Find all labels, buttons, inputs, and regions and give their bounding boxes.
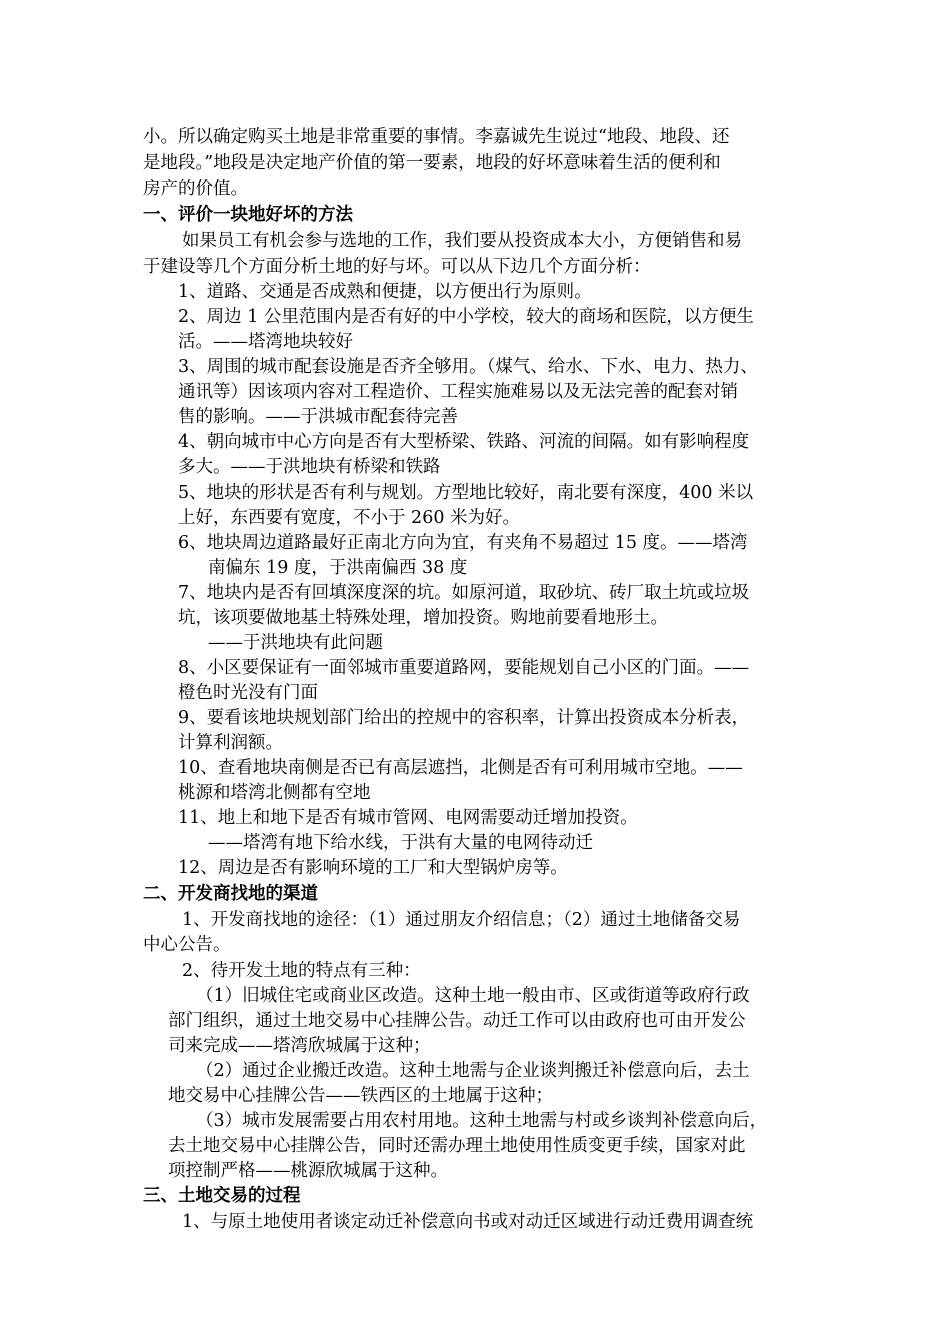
list-item-line: 12、周边是否有影响环境的工厂和大型锅炉房等。 [178,858,568,878]
intro-line-2: 是地段。”地段是决定地产价值的第一要素，地段的好坏意味着生活的便利和 [143,153,721,173]
paragraph-line: 地交易中心挂牌公告——铁西区的土地属于这种； [168,1086,553,1106]
paragraph-line: 如果员工有机会参与选地的工作，我们要从投资成本大小，方便销售和易 [182,231,742,251]
list-item-line: 11、地上和地下是否有城市管网、电网需要动迁增加投资。 [178,808,638,828]
list-item-line: 2、周边 1 公里范围内是否有好的中小学校，较大的商场和医院，以方便生 [178,307,754,327]
list-item-line: 活。——塔湾地块较好 [178,332,353,352]
list-item-line: ——塔湾有地下给水线，于洪有大量的电网待动迁 [208,833,593,853]
paragraph-line: （2）通过企业搬迁改造。这种土地需与企业谈判搬迁补偿意向后，去土 [196,1061,750,1081]
list-item-line: 桃源和塔湾北侧都有空地 [178,783,371,803]
list-item-line: 10、查看地块南侧是否已有高层遮挡，北侧是否有可利用城市空地。—— [178,758,743,778]
section-heading-2: 二、开发商找地的渠道 [143,884,318,904]
section-heading-1: 一、评价一块地好坏的方法 [143,205,353,225]
list-item-line: 3、周围的城市配套设施是否齐全够用。（煤气、给水、下水、电力、热力、 [178,357,758,377]
list-item-line: 上好，东西要有宽度，不小于 260 米为好。 [178,508,521,528]
intro-line-1: 小。所以确定购买土地是非常重要的事情。李嘉诚先生说过“地段、地段、还 [143,127,730,147]
paragraph-line: 部门组织，通过土地交易中心挂牌公告。动迁工作可以由政府也可由开发公 [168,1011,746,1031]
list-item-line: 5、地块的形状是否有利与规划。方型地比较好，南北要有深度，400 米以 [178,483,754,503]
paragraph-line: 2、待开发土地的特点有三种： [182,961,421,981]
paragraph-line: 司来完成——塔湾欣城属于这种； [168,1036,431,1056]
list-item-line: 1、道路、交通是否成熟和便捷，以方便出行为原则。 [178,282,592,302]
list-item-line: 坑，该项要做地基土特殊处理，增加投资。购地前要看地形土。 [178,608,668,628]
paragraph-line: （1）旧城住宅或商业区改造。这种土地一般由市、区或街道等政府行政 [196,986,750,1006]
paragraph-line: 1、与原土地使用者谈定动迁补偿意向书或对动迁区域进行动迁费用调查统 [182,1212,754,1232]
paragraph-line: 1、开发商找地的途径：（1）通过朋友介绍信息；（2）通过土地储备交易 [182,910,741,930]
list-item-line: ——于洪地块有此问题 [208,633,383,653]
list-item-line: 橙色时光没有门面 [178,683,318,703]
paragraph-line: 中心公告。 [143,935,231,955]
paragraph-line: 于建设等几个方面分析土地的好与坏。可以从下边几个方面分析： [143,257,651,277]
list-item-line: 通讯等）因该项内容对工程造价、工程实施难易以及无法完善的配套对销 [178,382,738,402]
section-heading-3: 三、土地交易的过程 [143,1186,301,1206]
list-item-line: 7、地块内是否有回填深度深的坑。如原河道，取砂坑、砖厂取土坑或垃圾 [178,583,750,603]
paragraph-line: 去土地交易中心挂牌公告，同时还需办理土地使用性质变更手续，国家对此 [168,1136,746,1156]
paragraph-line: （3）城市发展需要占用农村用地。这种土地需与村或乡谈判补偿意向后， [196,1111,768,1131]
list-item-line: 南偏东 19 度，于洪南偏西 38 度 [208,558,468,578]
paragraph-line: 项控制严格——桃源欣城属于这种。 [168,1161,448,1181]
list-item-line: 多大。——于洪地块有桥梁和铁路 [178,457,441,477]
list-item-line: 4、朝向城市中心方向是否有大型桥梁、铁路、河流的间隔。如有影响程度 [178,432,750,452]
list-item-line: 售的影响。——于洪城市配套待完善 [178,407,458,427]
intro-line-3: 房产的价值。 [143,179,248,199]
list-item-line: 8、小区要保证有一面邻城市重要道路网，要能规划自己小区的门面。—— [178,658,750,678]
list-item-line: 9、要看该地块规划部门给出的控规中的容积率，计算出投资成本分析表， [178,708,750,728]
list-item-line: 6、地块周边道路最好正南北方向为宜，有夹角不易超过 15 度。——塔湾 [178,533,748,553]
list-item-line: 计算利润额。 [178,733,283,753]
